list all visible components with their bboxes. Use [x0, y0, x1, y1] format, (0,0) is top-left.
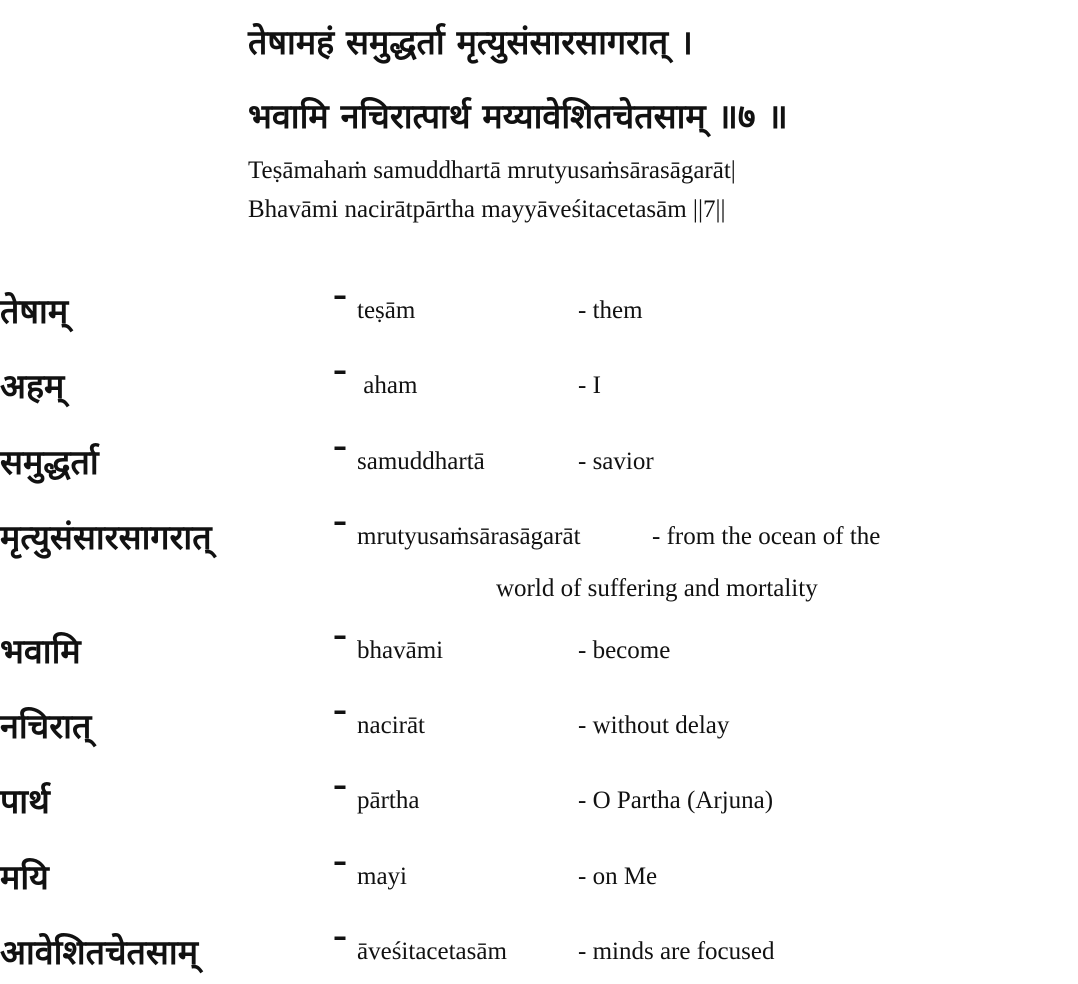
glossary-transliteration: teṣām — [357, 297, 416, 324]
glossary-meaning: - them — [578, 297, 643, 324]
glossary-meaning: - O Partha (Arjuna) — [578, 787, 774, 814]
glossary-row — [0, 920, 1078, 984]
glossary-dash: – — [333, 354, 347, 387]
glossary-meaning: - without delay — [578, 712, 730, 739]
glossary-transliteration: aham — [357, 372, 418, 399]
glossary-meaning: - I — [578, 372, 601, 399]
glossary-word: नचिरात् — [0, 707, 92, 747]
glossary-transliteration: mayi — [357, 863, 407, 890]
glossary-dash: – — [333, 619, 347, 652]
glossary-dash: – — [333, 920, 347, 953]
glossary-dash: – — [333, 694, 347, 727]
glossary-dash: – — [333, 845, 347, 878]
glossary-meaning: - from the ocean of the — [652, 523, 881, 550]
glossary-meaning: - on Me — [578, 863, 658, 890]
glossary-row — [0, 694, 1078, 762]
glossary-dash: – — [333, 769, 347, 802]
glossary-word: तेषाम् — [0, 292, 69, 332]
glossary-row — [0, 430, 1078, 498]
glossary-transliteration: pārtha — [357, 787, 420, 814]
glossary-word: समुद्धर्ता — [0, 443, 99, 483]
verse-devanagari-line-1: तेषामहं समुद्धर्ता मृत्युसंसारसागरात् । — [248, 23, 693, 63]
glossary-dash: – — [333, 505, 347, 538]
glossary-word: भवामि — [0, 632, 81, 672]
glossary-word: मृत्युसंसारसागरात् — [0, 518, 212, 558]
glossary-word: मयि — [0, 858, 49, 898]
glossary-transliteration: samuddhartā — [357, 448, 485, 475]
glossary-row — [0, 354, 1078, 422]
glossary-word: आवेशितचेतसाम् — [0, 933, 199, 973]
glossary-dash: – — [333, 430, 347, 463]
glossary-meaning: - minds are focused — [578, 938, 775, 965]
glossary-meaning: - become — [578, 637, 671, 664]
glossary-row — [0, 845, 1078, 913]
verse-devanagari-line-2: भवामि नचिरात्पार्थ मय्यावेशितचेतसाम् ॥७ ॥ — [248, 97, 788, 137]
glossary-transliteration: bhavāmi — [357, 637, 444, 664]
verse-transliteration-line-1: Teṣāmahaṁ samuddhartā mrutyusaṁsārasāgarāt| — [248, 157, 736, 184]
glossary-row — [0, 769, 1078, 837]
glossary-meaning: - savior — [578, 448, 654, 475]
glossary-row — [0, 619, 1078, 687]
glossary-transliteration: āveśitacetasām — [357, 938, 507, 965]
verse-transliteration-line-2: Bhavāmi nacirātpārtha mayyāveśitacetasām ||7|| — [248, 196, 726, 223]
glossary-word: अहम् — [0, 367, 65, 407]
glossary-meaning-continuation: world of suffering and mortality — [496, 575, 818, 602]
glossary-row — [0, 279, 1078, 347]
glossary-word: पार्थ — [0, 782, 50, 822]
glossary-transliteration: nacirāt — [357, 712, 426, 739]
glossary-dash: – — [333, 279, 347, 312]
glossary-row — [0, 505, 1078, 613]
glossary-transliteration: mrutyusaṁsārasāgarāt — [357, 523, 581, 550]
